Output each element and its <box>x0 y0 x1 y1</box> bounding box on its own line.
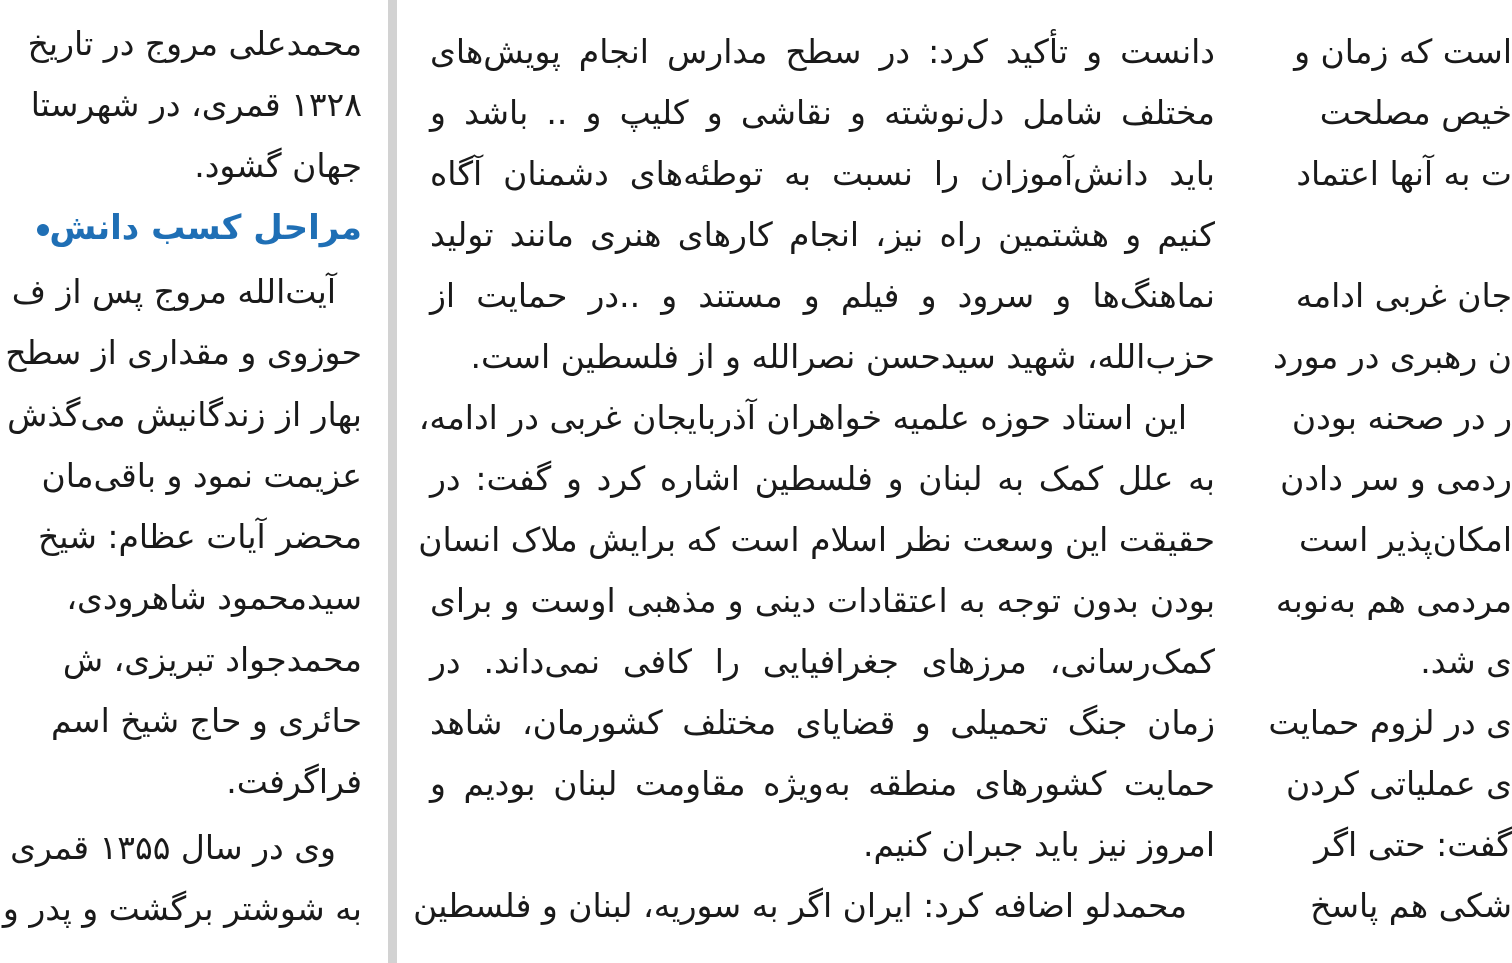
text-line: محمدعلی مروج در تاریخ <box>27 24 362 63</box>
text-line: ۱۳۲۸ قمری، در شهرستا <box>30 85 362 124</box>
text-line: امروز نیز باید جبران کنیم. <box>862 825 1215 864</box>
left-column <box>0 0 362 963</box>
text-line: به علل کمک به لبنان و فلسطین اشاره کرد و گفت: در <box>430 459 1215 498</box>
middle-column <box>413 0 1215 963</box>
bullet-icon <box>37 224 49 236</box>
text-line: مردمی هم به‌نوبه <box>1275 581 1512 620</box>
text-line: ت به آنها اعتماد <box>1296 154 1512 193</box>
text-line: محمدلو اضافه کرد: ایران اگر به سوریه، لبنان و فلسطین <box>413 886 1187 925</box>
text-line: فراگرفت. <box>226 762 362 801</box>
text-line: جان غربی ادامه <box>1295 276 1512 315</box>
text-line: کمک‌رسانی، مرزهای جغرافیایی را کافی نمی‌داند. در <box>430 642 1215 681</box>
text-line: گفت: حتی اگر <box>1314 825 1512 864</box>
text-line: مختلف شامل دل‌نوشته و نقاشی و کلیپ و .. باشد و <box>430 93 1215 132</box>
text-line: ی شد. <box>1420 642 1512 681</box>
text-line: بودن بدون توجه به اعتقادات دینی و مذهبی اوست و برای <box>430 581 1215 620</box>
text-line: آیت‌الله مروج پس از ف <box>11 272 336 311</box>
text-line: شکی هم پاسخ <box>1310 886 1512 925</box>
text-line: ن رهبری در مورد <box>1272 337 1512 376</box>
text-line: ی در لزوم حمایت <box>1268 703 1512 742</box>
text-line: سیدمحمود شاهرودی، <box>66 578 362 617</box>
text-line: نماهنگ‌ها و سرود و فیلم و مستند و ..در حمایت از <box>430 276 1215 315</box>
text-line: دانست و تأکید کرد: در سطح مدارس انجام پویش‌های <box>430 32 1215 71</box>
text-line: است که زمان و <box>1294 32 1512 71</box>
text-line: ردمی و سر دادن <box>1280 459 1512 498</box>
text-line: حقیقت این وسعت نظر اسلام است که برایش ملاک انسان <box>418 520 1215 559</box>
text-line: ر در صحنه بودن <box>1291 398 1512 437</box>
text-line: حوزوی و مقداری از سطح <box>5 333 362 372</box>
text-line: امکان‌پذیر است <box>1299 520 1512 559</box>
text-line: عزیمت نمود و باقی‌مان <box>41 456 362 495</box>
text-line: حزب‌الله، شهید سیدحسن نصرالله و از فلسطین است. <box>470 337 1215 376</box>
text-line: باید دانش‌آموزان را نسبت به توطئه‌های دشمنان آگاه <box>430 154 1215 193</box>
text-line: محضر آیات عظام: شیخ <box>37 517 362 556</box>
right-column <box>1268 0 1512 963</box>
text-line: حائری و حاج شیخ اسم <box>50 701 362 740</box>
text-line: حمایت کشورهای منطقه به‌ویژه مقاومت لبنان بودیم و <box>430 764 1215 803</box>
text-line: ی عملیاتی کردن <box>1285 764 1512 803</box>
text-line: وی در سال ۱۳۵۵ قمری <box>10 828 336 867</box>
text-line: به شوشتر برگشت و پدر و <box>2 889 362 928</box>
column-divider <box>388 0 397 963</box>
section-heading <box>27 198 362 258</box>
text-line: کنیم و هشتمین راه نیز، انجام کارهای هنری مانند تولید <box>430 215 1215 254</box>
text-line: بهار از زندگانیش می‌گذش <box>7 395 362 434</box>
heading-text: مراحل کسب دانش <box>49 208 362 248</box>
text-line: جهان گشود. <box>194 146 362 185</box>
text-line: این استاد حوزه علمیه خواهران آذربایجان غربی در ادامه، <box>418 398 1187 437</box>
text-line: محمدجواد تبریزی، ش <box>62 640 362 679</box>
text-line: خیص مصلحت <box>1319 93 1512 132</box>
text-line: زمان جنگ تحمیلی و قضایای مختلف کشورمان، شاهد <box>430 703 1215 742</box>
